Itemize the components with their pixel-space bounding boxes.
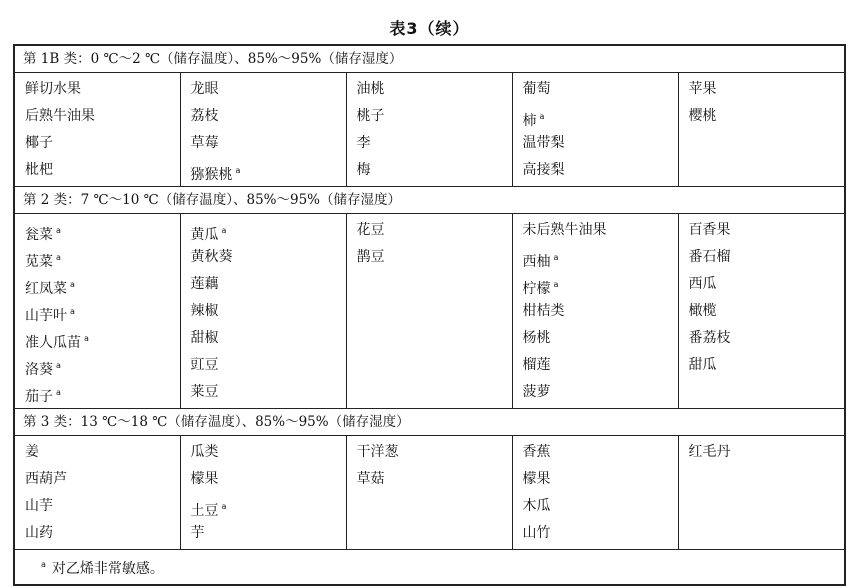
produce-item xyxy=(523,466,678,493)
produce-name: 苹果 xyxy=(688,81,717,97)
produce-name: 莲藕 xyxy=(190,276,219,292)
group-items-row xyxy=(14,214,845,409)
produce-item xyxy=(689,352,845,379)
produce-item xyxy=(25,298,180,325)
produce-item xyxy=(357,217,512,244)
produce-item xyxy=(523,157,678,184)
footnote-cell xyxy=(14,550,845,586)
produce-name: 红凤菜 xyxy=(25,281,67,297)
ethylene-sensitive-marker: a xyxy=(56,361,61,370)
produce-name: 红毛丹 xyxy=(688,444,731,460)
ethylene-sensitive-marker: a xyxy=(553,280,559,289)
produce-item xyxy=(523,439,678,466)
item-column xyxy=(14,73,180,187)
produce-name: 梅 xyxy=(356,162,371,178)
produce-item xyxy=(689,325,845,352)
produce-name: 柑桔类 xyxy=(522,303,565,319)
ethylene-sensitive-marker: a xyxy=(70,280,75,289)
item-column xyxy=(346,214,512,409)
produce-name: 山药 xyxy=(25,525,53,541)
produce-name: 草菇 xyxy=(356,471,385,487)
produce-item xyxy=(523,103,678,130)
produce-name: 鹊豆 xyxy=(356,249,385,265)
produce-name: 檬果 xyxy=(522,471,551,487)
produce-item xyxy=(523,520,678,547)
footnote-marker: a xyxy=(41,560,46,569)
produce-item xyxy=(357,439,512,466)
table-body xyxy=(14,45,845,585)
produce-name: 辣椒 xyxy=(190,303,219,319)
produce-item xyxy=(523,352,678,379)
item-column xyxy=(180,214,346,409)
produce-name: 温带梨 xyxy=(522,135,565,151)
produce-name: 洛葵 xyxy=(25,362,53,378)
produce-name: 后熟牛油果 xyxy=(25,108,95,124)
produce-item xyxy=(25,157,180,184)
produce-name: 未后熟牛油果 xyxy=(522,222,607,238)
produce-item xyxy=(191,298,346,325)
footnote-row xyxy=(14,550,845,586)
produce-item xyxy=(25,352,180,379)
item-column xyxy=(14,214,180,409)
produce-name: 甜椒 xyxy=(190,330,219,346)
produce-name: 龙眼 xyxy=(190,81,219,97)
produce-item xyxy=(523,217,678,244)
produce-name: 甜瓜 xyxy=(688,357,717,373)
produce-item xyxy=(689,271,845,298)
ethylene-sensitive-marker: a xyxy=(235,166,241,175)
ethylene-sensitive-marker: a xyxy=(84,334,89,343)
produce-item xyxy=(25,493,180,520)
produce-item xyxy=(523,244,678,271)
produce-item xyxy=(191,325,346,352)
produce-name: 柠檬 xyxy=(522,281,551,297)
produce-name: 花豆 xyxy=(356,222,385,238)
produce-name: 豇豆 xyxy=(190,357,219,373)
produce-item xyxy=(191,352,346,379)
ethylene-sensitive-marker: a xyxy=(221,502,227,511)
group-header: 第 1B 类：0 ℃～2 ℃（储存温度）、85%～95%（储存湿度） xyxy=(14,45,845,73)
produce-item xyxy=(25,325,180,352)
produce-name: 番石榴 xyxy=(688,249,731,265)
produce-name: 瓜类 xyxy=(190,444,219,460)
produce-name: 榴莲 xyxy=(522,357,551,373)
produce-name: 油桃 xyxy=(356,81,385,97)
produce-name: 樱桃 xyxy=(688,108,717,124)
produce-name: 草莓 xyxy=(190,135,219,151)
ethylene-sensitive-marker: a xyxy=(56,388,61,397)
produce-item xyxy=(523,130,678,157)
produce-item xyxy=(689,76,845,103)
produce-item xyxy=(523,325,678,352)
produce-name: 荔枝 xyxy=(190,108,219,124)
ethylene-sensitive-marker: a xyxy=(553,253,559,262)
produce-item xyxy=(25,379,180,406)
ethylene-sensitive-marker: a xyxy=(221,226,227,235)
produce-item xyxy=(25,103,180,130)
produce-item xyxy=(689,439,845,466)
produce-name: 橄榄 xyxy=(688,303,717,319)
ethylene-sensitive-marker: a xyxy=(56,226,61,235)
produce-name: 山芋叶 xyxy=(25,308,67,324)
ethylene-sensitive-marker: a xyxy=(70,307,75,316)
produce-item xyxy=(25,217,180,244)
produce-item xyxy=(191,520,346,547)
produce-name: 苋菜 xyxy=(25,254,53,270)
produce-name: 土豆 xyxy=(190,503,219,519)
produce-item xyxy=(689,217,845,244)
item-column xyxy=(180,73,346,187)
footnote-text: 对乙烯非常敏感。 xyxy=(51,561,164,577)
produce-name: 檬果 xyxy=(190,471,219,487)
produce-item xyxy=(191,103,346,130)
produce-name: 鲜切水果 xyxy=(25,81,81,97)
produce-item xyxy=(357,157,512,184)
produce-item xyxy=(523,493,678,520)
produce-name: 准人瓜苗 xyxy=(25,335,81,351)
produce-name: 山芋 xyxy=(25,498,53,514)
produce-item xyxy=(191,493,346,520)
group-items-row xyxy=(14,436,845,550)
item-column xyxy=(678,73,845,187)
produce-item xyxy=(25,520,180,547)
produce-name: 木瓜 xyxy=(522,498,551,514)
produce-name: 李 xyxy=(356,135,371,151)
produce-item xyxy=(191,217,346,244)
produce-name: 山竹 xyxy=(522,525,551,541)
produce-item xyxy=(25,271,180,298)
produce-name: 柿 xyxy=(522,113,537,129)
produce-name: 瓮菜 xyxy=(25,227,53,243)
produce-item xyxy=(357,244,512,271)
item-column xyxy=(512,436,678,550)
produce-item xyxy=(191,157,346,184)
produce-name: 黄秋葵 xyxy=(190,249,233,265)
produce-item xyxy=(357,466,512,493)
produce-name: 枇杷 xyxy=(25,162,53,178)
group-header: 第 3 类：13 ℃～18 ℃（储存温度）、85%～95%（储存湿度） xyxy=(14,409,845,436)
produce-item xyxy=(689,103,845,130)
group-header-row xyxy=(14,409,845,436)
produce-name: 西瓜 xyxy=(688,276,717,292)
produce-item xyxy=(25,244,180,271)
produce-item xyxy=(25,130,180,157)
produce-name: 番荔枝 xyxy=(688,330,731,346)
item-column xyxy=(180,436,346,550)
group-items-row xyxy=(14,73,845,187)
produce-item xyxy=(191,244,346,271)
produce-item xyxy=(25,439,180,466)
produce-name: 菠萝 xyxy=(522,384,551,400)
produce-name: 香蕉 xyxy=(522,444,551,460)
produce-item xyxy=(191,271,346,298)
produce-item xyxy=(357,76,512,103)
produce-item xyxy=(191,379,346,406)
produce-item xyxy=(191,76,346,103)
item-column xyxy=(346,436,512,550)
table-title: 表3（续） xyxy=(389,19,470,38)
produce-name: 杨桃 xyxy=(522,330,551,346)
produce-name: 茄子 xyxy=(25,389,53,405)
produce-item xyxy=(357,103,512,130)
item-column xyxy=(512,214,678,409)
produce-item xyxy=(25,466,180,493)
produce-name: 芋 xyxy=(190,525,205,541)
produce-name: 西柚 xyxy=(522,254,551,270)
storage-table xyxy=(13,44,846,586)
produce-name: 百香果 xyxy=(688,222,731,238)
produce-item xyxy=(25,76,180,103)
produce-item xyxy=(523,298,678,325)
produce-name: 椰子 xyxy=(25,135,53,151)
item-column xyxy=(346,73,512,187)
ethylene-sensitive-marker: a xyxy=(539,112,545,121)
produce-item xyxy=(523,76,678,103)
group-header-row xyxy=(14,187,845,214)
produce-name: 桃子 xyxy=(356,108,385,124)
item-column xyxy=(14,436,180,550)
item-column xyxy=(678,214,845,409)
produce-name: 黄瓜 xyxy=(190,227,219,243)
produce-item xyxy=(689,298,845,325)
produce-name: 西葫芦 xyxy=(25,471,67,487)
produce-item xyxy=(689,244,845,271)
produce-name: 猕猴桃 xyxy=(190,167,233,183)
produce-name: 高接梨 xyxy=(522,162,565,178)
produce-item xyxy=(523,379,678,406)
produce-item xyxy=(191,130,346,157)
ethylene-sensitive-marker: a xyxy=(56,253,61,262)
produce-item xyxy=(357,130,512,157)
produce-name: 姜 xyxy=(25,444,39,460)
produce-item xyxy=(523,271,678,298)
item-column xyxy=(512,73,678,187)
group-header-row xyxy=(14,45,845,73)
item-column xyxy=(678,436,845,550)
produce-name: 葡萄 xyxy=(522,81,551,97)
group-header: 第 2 类：7 ℃～10 ℃（储存温度）、85%～95%（储存湿度） xyxy=(14,187,845,214)
produce-item xyxy=(191,466,346,493)
produce-name: 莱豆 xyxy=(190,384,219,400)
produce-name: 干洋葱 xyxy=(356,444,399,460)
produce-item xyxy=(191,439,346,466)
